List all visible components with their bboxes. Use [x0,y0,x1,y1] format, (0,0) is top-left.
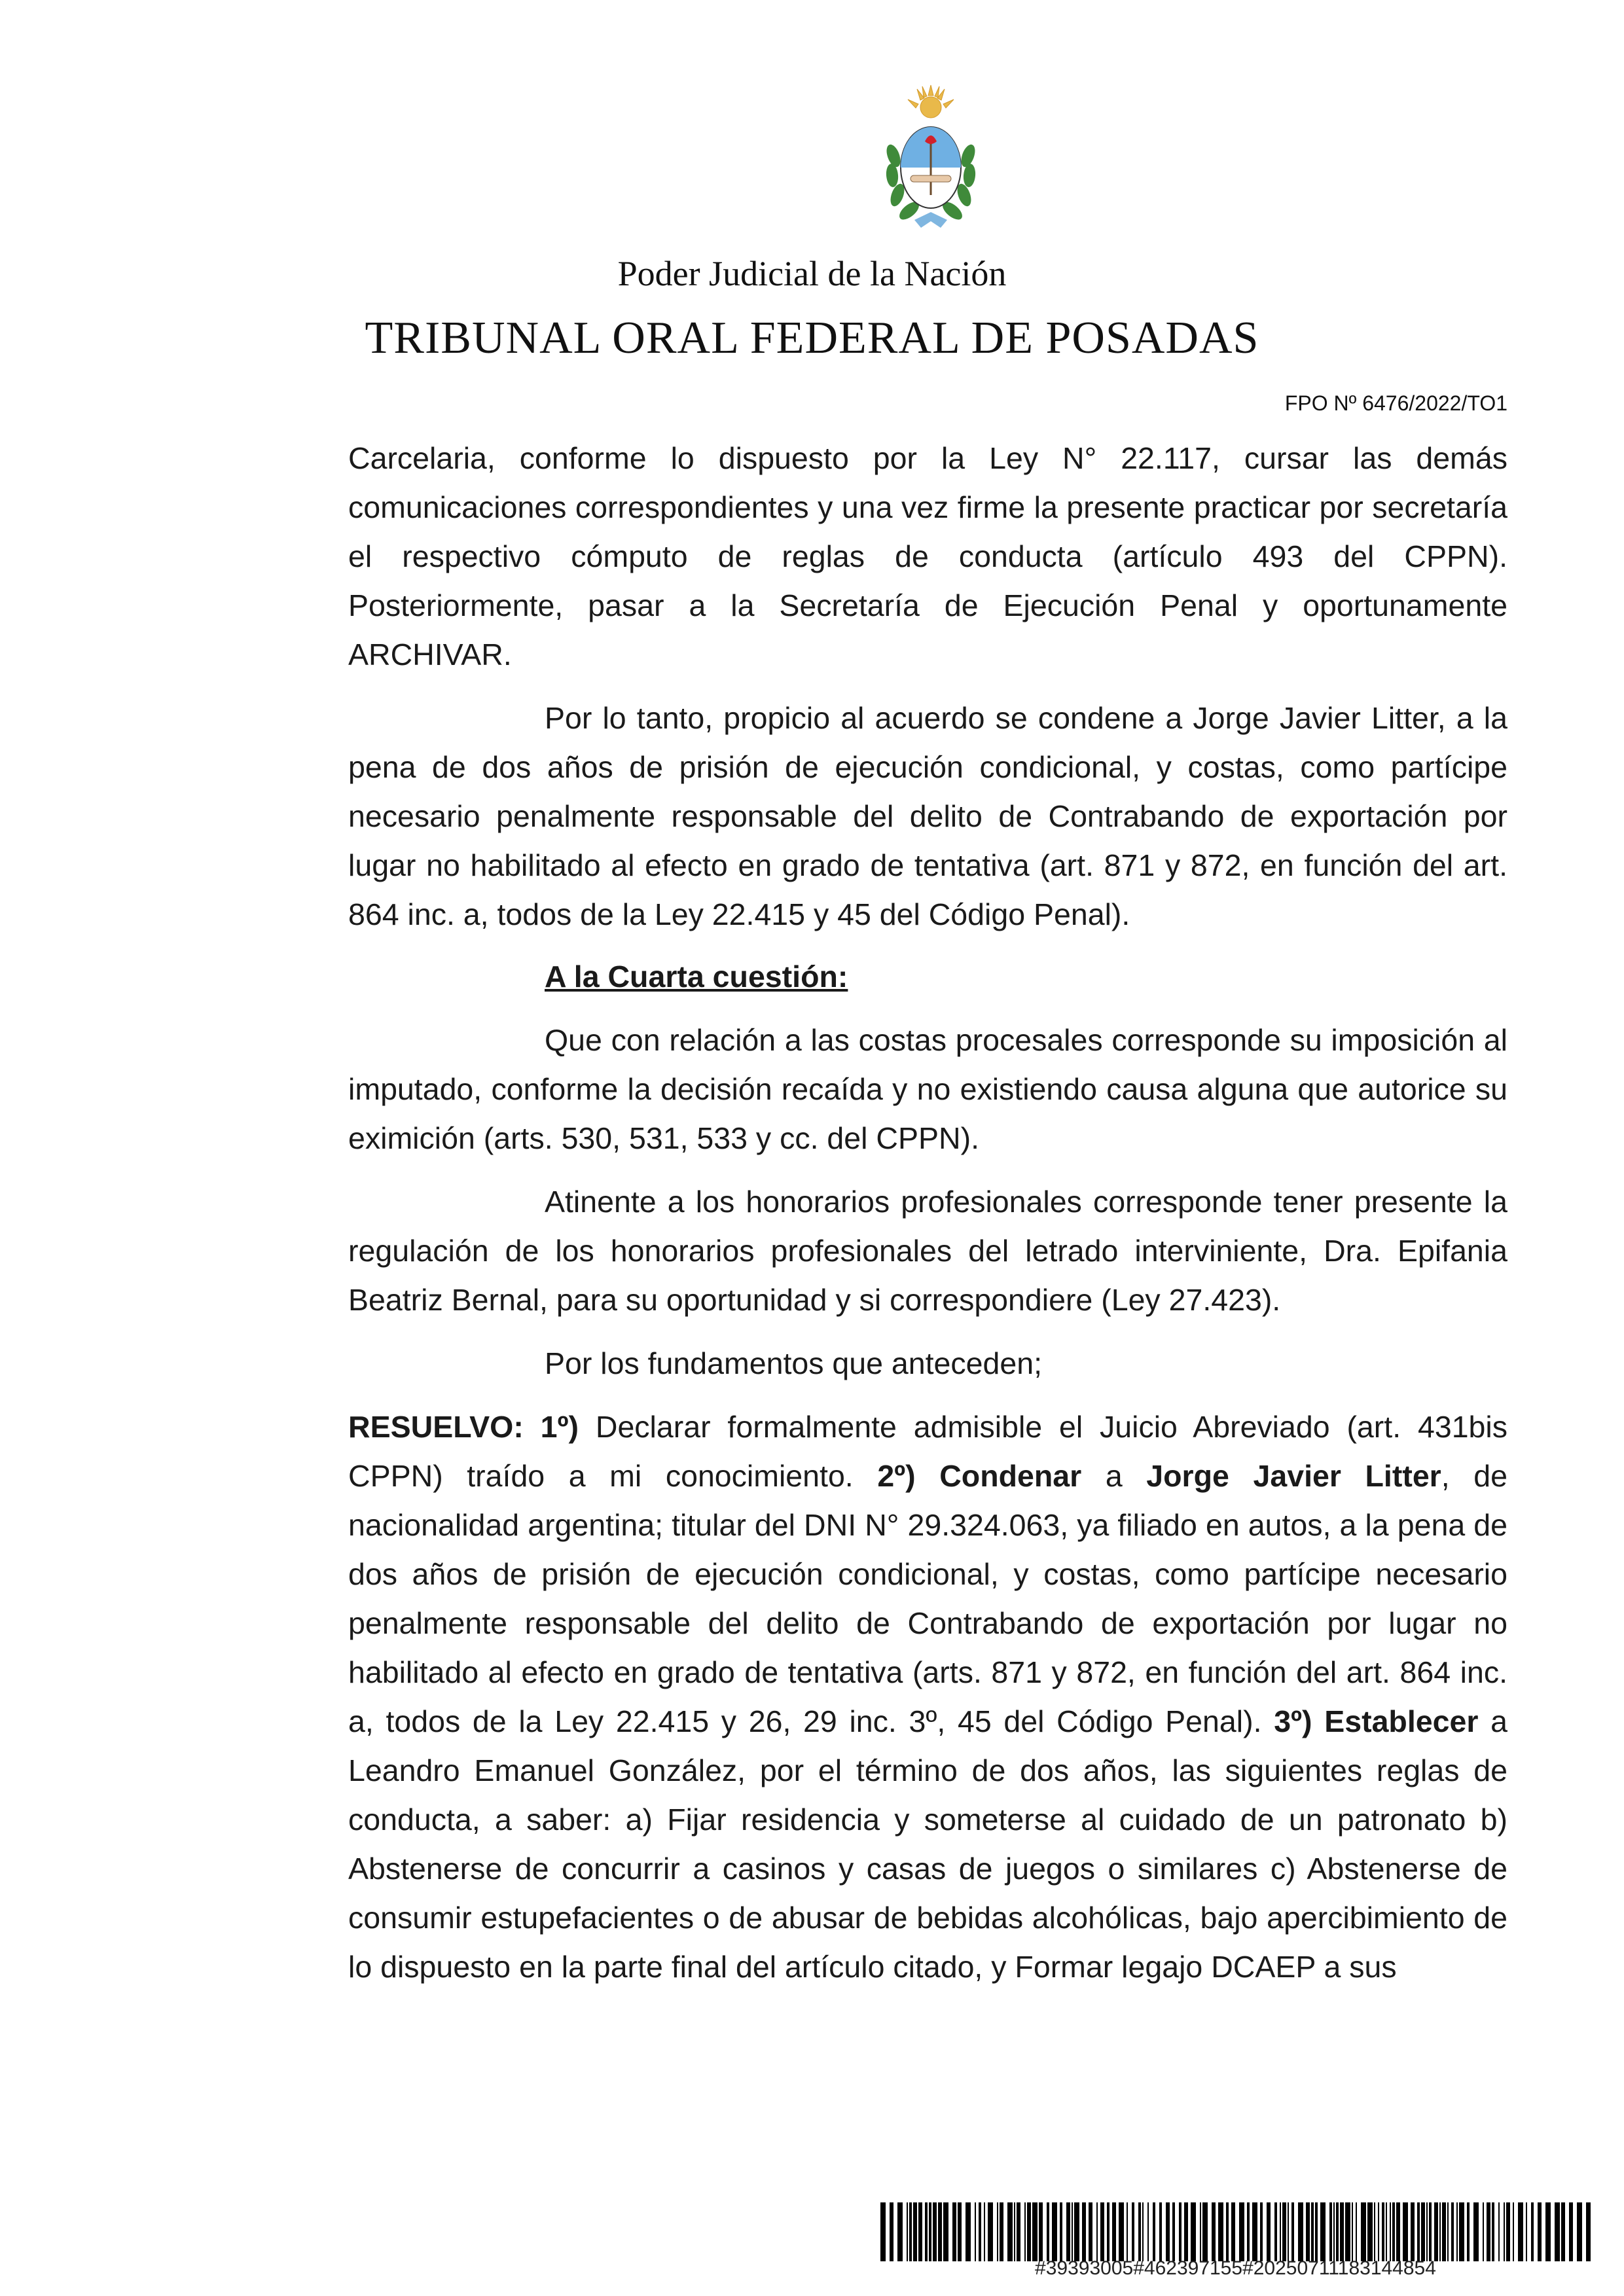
barcode-bar [1060,2202,1062,2261]
barcode-bar [1456,2202,1458,2261]
barcode-bar [1082,2202,1086,2261]
resolution-item-3-label: 3º) Establecer [1274,1704,1479,1738]
argentine-coat-of-arms-icon [880,84,981,232]
barcode-bar [1498,2202,1500,2261]
barcode-bar [1218,2202,1223,2261]
barcode-bar [1411,2202,1415,2261]
barcode-bar [1226,2202,1229,2261]
barcode-bar [1112,2202,1116,2261]
barcode-bar [1153,2202,1155,2261]
barcode-bar [1066,2202,1070,2261]
barcode-bar [1202,2202,1208,2261]
barcode-bar [1345,2202,1350,2261]
resolution-paragraph [348,1403,1507,1992]
barcode-bar [1352,2202,1353,2261]
barcode-bar [1089,2202,1092,2261]
court-heading: TRIBUNAL ORAL FEDERAL DE POSADAS [365,313,1259,363]
barcode-bar [933,2202,937,2261]
resolution-item-2: , de nacionalidad argentina; titular del DNI N° 29.324.063, ya filiado en autos, a la pena de dos años de prisión de ejecución condicional, y costas, como partícipe necesario penalmente responsable del delito de Contrabando de exportación por lugar no habilitado al efecto en grado de tentativa (arts. 871 y 872, en función del art. 864 inc. a, todos de la Ley 22.415 y 26, 29 inc. 3º, 45 del Código Penal). [348,1459,1508,1738]
barcode-bar [1569,2202,1573,2261]
barcode-bar [1191,2202,1196,2261]
barcode-bar [1506,2202,1510,2261]
barcode-bar [965,2202,971,2261]
barcode-bar [1017,2202,1020,2261]
barcode-bar [1282,2202,1286,2261]
barcode-bar [1280,2202,1281,2261]
barcode-text: #39393005#462397155#20250711183144854 [1035,2257,1436,2279]
barcode-bar [925,2202,928,2261]
barcode-bar [1142,2202,1144,2261]
resolution-defendant-name: Jorge Javier Litter [1146,1459,1441,1493]
barcode-bar [929,2202,931,2261]
resolution-item-2-label: 2º) Condenar [877,1459,1082,1493]
barcode-bar [1504,2202,1505,2261]
barcode-bar [1459,2202,1464,2261]
barcode-bar [1561,2202,1565,2261]
barcode-bar [1212,2202,1216,2261]
barcode-bar [1483,2202,1484,2261]
resolution-item-2-connector: a [1081,1459,1147,1493]
barcode-bar [1531,2202,1534,2261]
barcode-bar [1390,2202,1391,2261]
barcode-bar [1260,2202,1263,2261]
barcode-bar [1239,2202,1244,2261]
barcode-bar [1447,2202,1449,2261]
barcode-bar [1311,2202,1314,2261]
barcode-bar [1291,2202,1294,2261]
barcode-bar [909,2202,912,2261]
barcode-bar [1386,2202,1387,2261]
barcode-bar [1138,2202,1141,2261]
barcode-bar [1434,2202,1438,2261]
barcode-bar [1072,2202,1073,2261]
barcode-bar [1429,2202,1432,2261]
barcode-bar [975,2202,976,2261]
barcode-bar [1315,2202,1318,2261]
barcode-bar [1518,2202,1523,2261]
barcode-bar [1320,2202,1326,2261]
barcode-bar [1417,2202,1420,2261]
barcode-bar [1538,2202,1542,2261]
barcode-bar [1024,2202,1026,2261]
barcode-bar [1367,2202,1373,2261]
barcode-bar [907,2202,908,2261]
document-body [348,434,1507,1992]
barcode-bar [1333,2202,1335,2261]
barcode-bar [1467,2202,1470,2261]
barcode-bar [1247,2202,1250,2261]
paragraph-5: Por los fundamentos que anteceden; [545,1346,1043,1380]
resolution-item-1: Declarar formalmente admisible el Juicio Abreviado (art. 431bis CPPN) traído a mi conocimiento. [348,1410,1507,1493]
barcode-bar [913,2202,917,2261]
barcode-bar [890,2202,893,2261]
barcode-icon [880,2202,1591,2261]
barcode-bar [1451,2202,1454,2261]
case-number: FPO Nº 6476/2022/TO1 [1284,391,1507,415]
barcode-bar [1356,2202,1357,2261]
barcode-bar [1032,2202,1038,2261]
institution-heading: Poder Judicial de la Nación [617,254,1007,293]
barcode-bar [1545,2202,1551,2261]
barcode-bar [1200,2202,1201,2261]
barcode-bar [1442,2202,1446,2261]
paragraph-2: Por lo tanto, propicio al acuerdo se condene a Jorge Javier Litter, a la pena de dos años de prisión de ejecución condicional, y costas, como partícipe necesario penalmente responsable del delito de Contrabando de exportación por lugar no habilitado al efecto en grado de tentativa (art. 871 y 872, en función del art. 864 inc. a, todos de la Ley 22.415 y 45 del Código Penal). [348,701,1507,931]
barcode-bar [1231,2202,1235,2261]
barcode-bar [1007,2202,1013,2261]
barcode-bar [1513,2202,1514,2261]
resolution-item-3: a Leandro Emanuel González, por el término de dos años, las siguientes reglas de conducta, a saber: a) Fijar residencia y someterse al cuidado de un patronato b) Abstenerse de concurrir a casinos y casas de juegos o similares c) Abstenerse de consumir estupefacientes o de abusar de bebidas alcohólicas, bajo apercibimiento de lo dispuesto en la parte final del artículo citado, y Formar legajo DCAEP a sus [348,1704,1507,1984]
barcode-bar [1052,2202,1057,2261]
barcode-bar [1184,2202,1188,2261]
barcode-bar [1340,2202,1344,2261]
barcode-bar [1306,2202,1310,2261]
barcode-bar [988,2202,993,2261]
barcode-bar [1172,2202,1175,2261]
paragraph-1: Carcelaria, conforme lo dispuesto por la Ley N° 22.117, cursar las demás comunicaciones correspondientes y una vez firme la presente practicar por secretaría el respectivo cómputo de reglas de conducta (artículo 493 del CPPN). Posteriormente, pasar a la Secretaría de Ejecución Penal y oportunamente ARCHIVAR. [348,441,1507,672]
barcode-bar [1586,2202,1591,2261]
barcode-bar [1147,2202,1149,2261]
barcode-bar [1396,2202,1400,2261]
barcode-bar [1127,2202,1128,2261]
paragraph-4: Atinente a los honorarios profesionales corresponde tener presente la regulación de los honorarios profesionales del letrado interviniente, Dra. Epifania Beatriz Bernal, para su oportunidad y si correspondiere (Ley 27.423). [348,1185,1507,1317]
barcode-bar [1267,2202,1271,2261]
barcode-bar [1421,2202,1425,2261]
barcode-bar [1392,2202,1395,2261]
barcode-bar [897,2202,903,2261]
barcode-bar [952,2202,956,2261]
barcode-bar [1039,2202,1043,2261]
section-heading-cuarta: A la Cuarta cuestión: [545,960,848,994]
barcode-bar [1000,2202,1003,2261]
paragraph-3: Que con relación a las costas procesales corresponde su imposición al imputado, conforme la decisión recaída y no existiendo causa alguna que autorice su eximición (arts. 530, 531, 533 y cc. del CPPN). [348,1023,1507,1155]
barcode-bar [1487,2202,1490,2261]
barcode-bar [1336,2202,1339,2261]
barcode-bar [958,2202,962,2261]
barcode-bar [984,2202,985,2261]
barcode-bar [1166,2202,1170,2261]
barcode-bar [1378,2202,1379,2261]
barcode-bar [1473,2202,1479,2261]
barcode-bar [1361,2202,1366,2261]
barcode-bar [1298,2202,1303,2261]
barcode-bar [1100,2202,1104,2261]
barcode-bar [1555,2202,1560,2261]
barcode-bar [1014,2202,1015,2261]
barcode-bar [1107,2202,1110,2261]
barcode-bar [1096,2202,1098,2261]
barcode-bar [938,2202,942,2261]
barcode-bar [1132,2202,1134,2261]
barcode-bar [997,2202,998,2261]
barcode-bar [918,2202,922,2261]
barcode-bar [1119,2202,1124,2261]
barcode-bar [1047,2202,1049,2261]
barcode-bar [1439,2202,1441,2261]
barcode-bar [1426,2202,1428,2261]
resolution-label: RESUELVO: 1º) [348,1410,579,1444]
barcode-bar [1252,2202,1257,2261]
barcode-bar [1492,2202,1494,2261]
barcode-bar [1027,2202,1031,2261]
barcode-bar [1179,2202,1182,2261]
barcode-bar [880,2202,886,2261]
barcode-bar [1159,2202,1162,2261]
barcode-bar [1329,2202,1332,2261]
barcode-bar [1374,2202,1375,2261]
barcode-bar [1288,2202,1289,2261]
barcode-bar [1074,2202,1079,2261]
barcode-bar [1526,2202,1527,2261]
barcode-bar [979,2202,981,2261]
barcode-bar [1577,2202,1582,2261]
barcode-bar [1274,2202,1277,2261]
barcode-bar [1403,2202,1408,2261]
barcode-bar [1382,2202,1384,2261]
barcode-bar [943,2202,948,2261]
